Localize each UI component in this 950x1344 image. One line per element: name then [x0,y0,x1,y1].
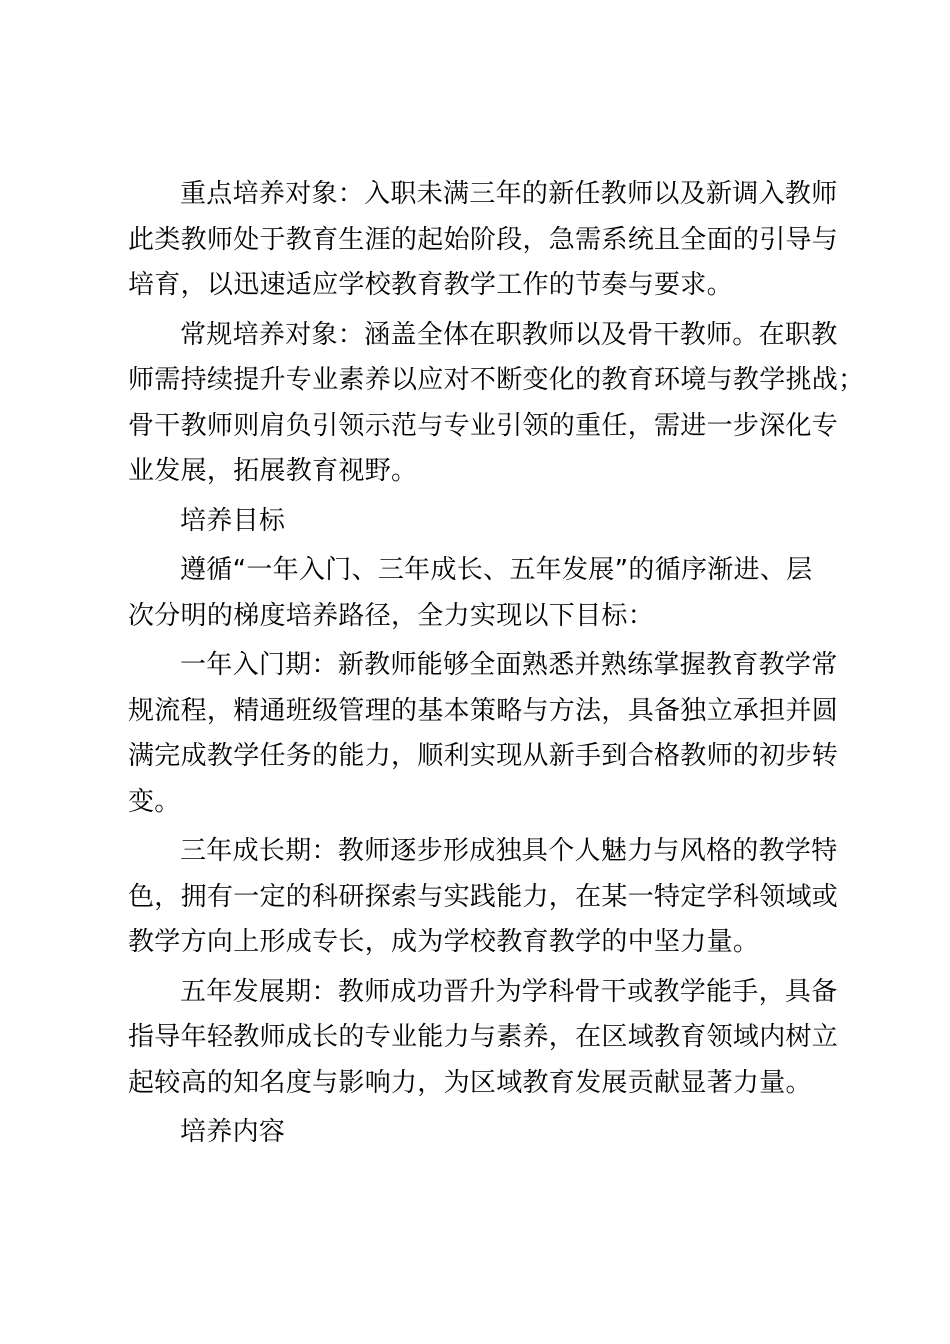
text-line: 师需持续提升专业素养以应对不断变化的教育环境与教学挑战； [128,365,865,395]
text-line: 重点培养对象：入职未满三年的新任教师以及新调入教师 [180,179,838,209]
text-line: 遵循“一年入门、三年成长、五年发展”的循序渐进、层 [180,555,813,585]
paragraph-year-three [128,829,839,966]
text-line: 色，拥有一定的科研探索与实践能力，在某一特定学科领域或 [128,881,839,912]
paragraph-goals-intro [128,548,832,639]
section-heading-content: 培养内容 [180,1117,286,1147]
paragraph-year-five [128,970,839,1107]
paragraph-key-targets [128,172,839,309]
text-line: 指导年轻教师成长的专业能力与素养，在区域教育领域内树立 [128,1022,839,1052]
text-line: 此类教师处于教育生涯的起始阶段，急需系统且全面的引导与 [128,224,839,255]
text-line: 教学方向上形成专长，成为学校教育教学的中坚力量。 [128,927,760,957]
text-line: 五年发展期：教师成功晋升为学科骨干或教学能手，具备 [180,976,838,1007]
text-line: 变。 [128,786,181,817]
paragraph-regular-targets [128,313,865,495]
text-line: 培育，以迅速适应学校教育教学工作的节奏与要求。 [128,270,733,300]
text-line: 三年成长期：教师逐步形成独具个人魅力与风格的教学特 [180,836,838,866]
text-line: 满完成教学任务的能力，顺利实现从新手到合格教师的初步转 [128,741,839,771]
section-heading-goals: 培养目标 [180,505,286,536]
text-line: 业发展，拓展教育视野。 [128,456,418,486]
text-line: 常规培养对象：涵盖全体在职教师以及骨干教师。在职教 [180,319,838,350]
text-line: 起较高的知名度与影响力，为区域教育发展贡献显著力量。 [128,1067,812,1098]
paragraph-year-one [128,643,839,825]
text-line: 一年入门期：新教师能够全面熟悉并熟练掌握教育教学常 [180,650,838,680]
text-line: 次分明的梯度培养路径，全力实现以下目标： [128,600,655,631]
text-line: 骨干教师则肩负引领示范与专业引领的重任，需进一步深化专 [128,410,839,441]
document-page [128,172,865,1160]
text-line: 规流程，精通班级管理的基本策略与方法，具备独立承担并圆 [128,695,839,726]
